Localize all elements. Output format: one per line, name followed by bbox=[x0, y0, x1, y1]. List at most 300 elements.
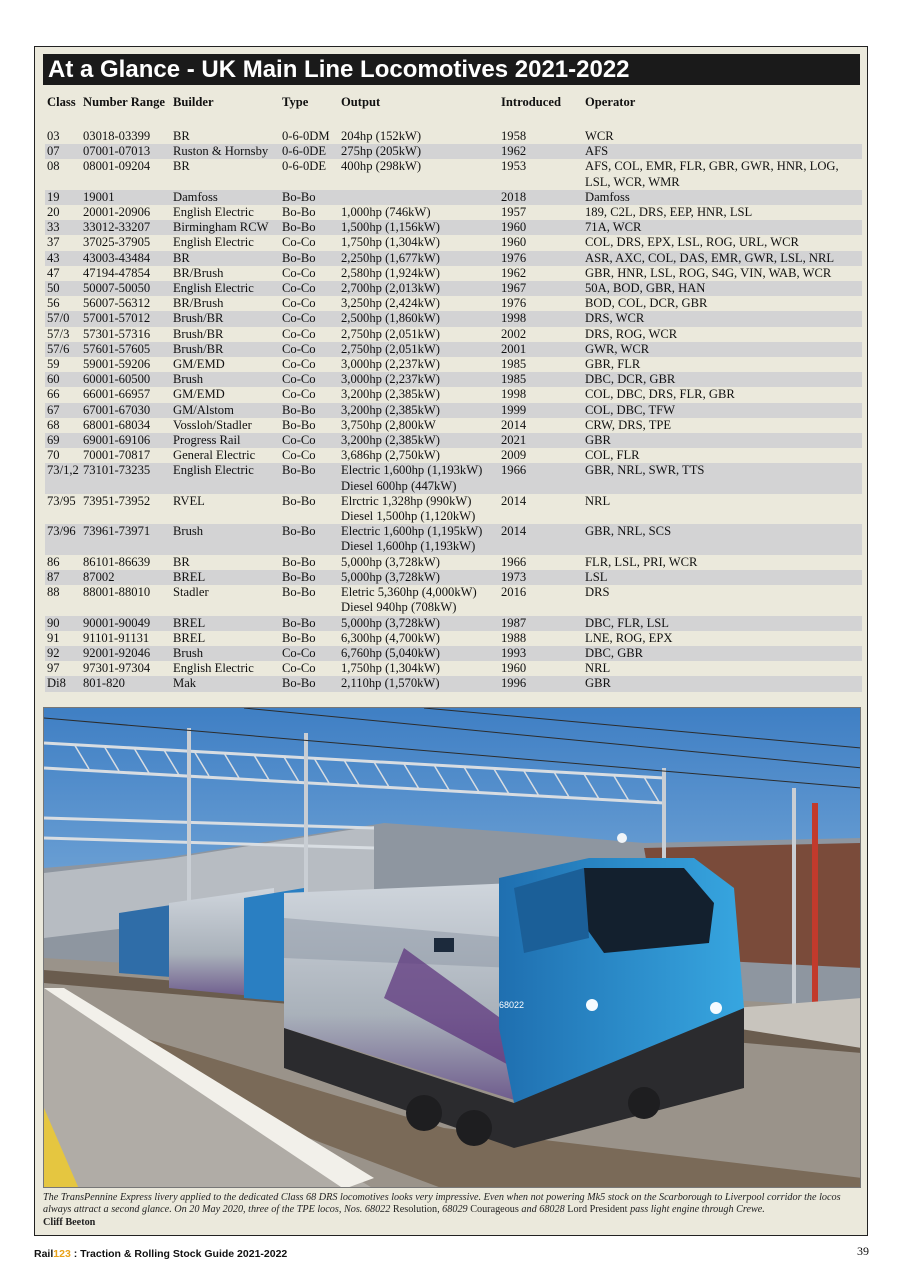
cell-class: 57/6 bbox=[45, 342, 81, 357]
cell-builder: Brush bbox=[171, 372, 280, 387]
output-primary: 3,200hp (2,385kW) bbox=[341, 433, 440, 448]
cell-builder: GM/EMD bbox=[173, 357, 225, 372]
cell-number-range: 87002 bbox=[81, 570, 171, 585]
cell-type: Co-Co bbox=[280, 646, 339, 661]
cell-class: 33 bbox=[45, 220, 81, 235]
cell-builder: Mak bbox=[171, 676, 280, 691]
cell-number-range: 70001-70817 bbox=[83, 448, 151, 463]
cell-output bbox=[339, 129, 499, 144]
cell-introduced: 2009 bbox=[501, 448, 527, 463]
cell-output bbox=[339, 311, 499, 326]
output-primary: 275hp (205kW) bbox=[341, 144, 422, 159]
table-row bbox=[45, 296, 862, 311]
cell-introduced: 1966 bbox=[501, 554, 527, 569]
cell-type: Co-Co bbox=[282, 357, 316, 372]
cell-number-range: 91101-91131 bbox=[83, 630, 150, 645]
cell-number-range: 801-820 bbox=[81, 676, 171, 691]
cell-operator: GBR, NRL, SWR, TTS bbox=[583, 463, 862, 493]
cell-class: 08 bbox=[47, 159, 60, 174]
loco-number: 68022 bbox=[499, 1000, 525, 1010]
cell-operator: NRL bbox=[585, 661, 611, 676]
cell-operator: 50A, BOD, GBR, HAN bbox=[583, 281, 862, 296]
table-row bbox=[45, 631, 862, 646]
cell-operator: DRS bbox=[585, 585, 610, 600]
cell-class: 67 bbox=[45, 403, 81, 418]
cell-number-range: 47194-47854 bbox=[83, 265, 151, 280]
cell-type: 0-6-0DE bbox=[280, 144, 339, 159]
caption-loco-name-1: Resolution bbox=[392, 1204, 438, 1216]
cell-introduced: 1957 bbox=[501, 205, 527, 220]
cell-operator: DBC, GBR bbox=[583, 646, 862, 661]
output-primary: 400hp (298kW) bbox=[341, 159, 422, 174]
cell-output bbox=[339, 555, 499, 570]
cell-output bbox=[339, 159, 499, 189]
cell-output bbox=[339, 342, 499, 357]
table-row bbox=[45, 129, 862, 144]
table-row bbox=[45, 646, 862, 661]
cell-operator: COL, DBC, DRS, FLR, GBR bbox=[585, 387, 735, 402]
cell-number-range: 90001-90049 bbox=[81, 616, 171, 631]
cell-number-range: 69001-69106 bbox=[81, 433, 171, 448]
cell-type: Co-Co bbox=[280, 433, 339, 448]
cell-class: 43 bbox=[45, 251, 81, 266]
cell-introduced: 1985 bbox=[499, 372, 583, 387]
table-row bbox=[45, 251, 862, 266]
cell-introduced: 1960 bbox=[499, 220, 583, 235]
photo-illustration bbox=[44, 708, 861, 1188]
cell-type: Bo-Bo bbox=[282, 585, 316, 600]
cell-builder: Brush/BR bbox=[171, 311, 280, 326]
cell-number-range: 88001-88010 bbox=[83, 585, 151, 600]
table-row bbox=[45, 372, 862, 387]
cell-introduced: 2014 bbox=[501, 493, 527, 508]
cell-class: 37 bbox=[47, 235, 60, 250]
cell-introduced: 1998 bbox=[501, 387, 527, 402]
cell-type: Co-Co bbox=[280, 372, 339, 387]
cell-builder: Brush bbox=[171, 524, 280, 554]
photo-caption bbox=[43, 1192, 861, 1229]
cell-type: Bo-Bo bbox=[280, 190, 339, 205]
output-primary: Elrctric 1,328hp (990kW) bbox=[341, 493, 472, 508]
cell-number-range: 20001-20906 bbox=[83, 205, 151, 220]
cell-class: 47 bbox=[47, 265, 60, 280]
cell-introduced: 1962 bbox=[501, 265, 527, 280]
cell-introduced: 1966 bbox=[499, 463, 583, 493]
header-number-range: Number Range bbox=[83, 95, 165, 109]
cell-operator: GBR bbox=[583, 433, 862, 448]
caption-loco-name-3: Lord President bbox=[567, 1204, 628, 1216]
table-row bbox=[45, 403, 862, 418]
output-primary: 3,750hp (2,800kW bbox=[341, 417, 436, 432]
output-primary: 1,750hp (1,304kW) bbox=[341, 661, 440, 676]
cell-introduced: 1967 bbox=[499, 281, 583, 296]
cell-class: 70 bbox=[47, 448, 60, 463]
output-primary: 2,110hp (1,570kW) bbox=[341, 676, 440, 691]
table-row bbox=[45, 463, 862, 493]
cell-builder: RVEL bbox=[173, 493, 205, 508]
table-row bbox=[45, 524, 862, 554]
cell-introduced: 1973 bbox=[499, 570, 583, 585]
cell-operator: AFS, COL, EMR, FLR, GBR, GWR, HNR, LOG, LSL, WCR, WMR bbox=[585, 159, 839, 189]
cell-type: Bo-Bo bbox=[280, 524, 339, 554]
cell-builder: BR bbox=[173, 159, 190, 174]
cell-output bbox=[339, 433, 499, 448]
cell-number-range: 57001-57012 bbox=[81, 311, 171, 326]
cell-number-range: 67001-67030 bbox=[81, 403, 171, 418]
cell-operator: COL, DBC, TFW bbox=[583, 403, 862, 418]
cell-builder: BR/Brush bbox=[173, 296, 224, 311]
cell-number-range: 73101-73235 bbox=[81, 463, 171, 493]
table-row bbox=[45, 387, 862, 402]
table-row bbox=[45, 311, 862, 326]
cell-builder: English Electric bbox=[173, 235, 254, 250]
cell-type: Bo-Bo bbox=[280, 676, 339, 691]
cell-operator: FLR, LSL, PRI, WCR bbox=[585, 554, 698, 569]
cell-output bbox=[339, 676, 499, 691]
cell-output bbox=[339, 387, 499, 402]
cell-class: 19 bbox=[45, 190, 81, 205]
cell-introduced: 1962 bbox=[499, 144, 583, 159]
table-row bbox=[45, 327, 862, 342]
cell-type: Bo-Bo bbox=[280, 463, 339, 493]
table-row bbox=[45, 205, 862, 220]
cell-output bbox=[339, 448, 499, 463]
cell-class: 59 bbox=[47, 357, 60, 372]
cell-output bbox=[339, 403, 499, 418]
cell-output bbox=[339, 646, 499, 661]
table-row bbox=[45, 661, 862, 676]
table-row bbox=[45, 235, 862, 250]
cell-introduced: 2021 bbox=[499, 433, 583, 448]
cell-operator: DBC, FLR, LSL bbox=[583, 616, 862, 631]
cell-number-range: 07001-07013 bbox=[81, 144, 171, 159]
cell-introduced: 2018 bbox=[499, 190, 583, 205]
cell-type: Bo-Bo bbox=[280, 403, 339, 418]
header-builder: Builder bbox=[173, 95, 214, 109]
cell-operator: GBR, NRL, SCS bbox=[583, 524, 862, 554]
cell-operator: LSL bbox=[583, 570, 862, 585]
cell-operator: GBR, HNR, LSL, ROG, S4G, VIN, WAB, WCR bbox=[585, 265, 832, 280]
cell-introduced: 1996 bbox=[499, 676, 583, 691]
caption-text-3: and 68028 bbox=[518, 1204, 568, 1216]
caption-text-1: The TransPennine Express livery applied to the dedicated Class 68 DRS locomotives looks very impressive. Even when not powering Mk5 stock on the Scarborough to Liverpool corridor the locos always attract a second glance. On 20 May 2020, three of the TPE locos, Nos. 68022 bbox=[43, 1192, 841, 1216]
output-secondary: Diesel 940hp (708kW) bbox=[341, 600, 457, 615]
cell-builder: BREL bbox=[171, 570, 280, 585]
cell-class: Di8 bbox=[45, 676, 81, 691]
output-primary: Electric 1,600hp (1,195kW) bbox=[341, 524, 483, 539]
content-frame bbox=[34, 46, 868, 1236]
locomotive-photo bbox=[43, 707, 861, 1188]
cell-builder: Ruston & Hornsby bbox=[171, 144, 280, 159]
cell-type: Co-Co bbox=[280, 281, 339, 296]
cell-output bbox=[339, 144, 499, 159]
cell-operator: LNE, ROG, EPX bbox=[585, 630, 673, 645]
cell-class: 73/95 bbox=[47, 493, 76, 508]
cell-builder: BR bbox=[173, 554, 190, 569]
header-output: Output bbox=[341, 95, 381, 109]
output-primary: 2,580hp (1,924kW) bbox=[341, 265, 440, 280]
cell-operator: COL, DRS, EPX, LSL, ROG, URL, WCR bbox=[585, 235, 799, 250]
cell-type: Bo-Bo bbox=[280, 220, 339, 235]
cell-type: Co-Co bbox=[280, 342, 339, 357]
cell-operator: COL, FLR bbox=[585, 448, 640, 463]
cell-output bbox=[339, 235, 499, 250]
locomotive-table bbox=[45, 95, 862, 692]
cell-output bbox=[339, 190, 499, 205]
cell-builder: Brush/BR bbox=[173, 326, 224, 341]
output-primary: 3,686hp (2,750kW) bbox=[341, 448, 440, 463]
cell-class: 69 bbox=[45, 433, 81, 448]
cell-builder: Vossloh/Stadler bbox=[173, 417, 252, 432]
table-row bbox=[45, 616, 862, 631]
table-row bbox=[45, 220, 862, 235]
cell-introduced: 1960 bbox=[501, 235, 527, 250]
cell-number-range: 92001-92046 bbox=[81, 646, 171, 661]
cell-class: 60 bbox=[45, 372, 81, 387]
cell-builder: English Electric bbox=[173, 661, 254, 676]
table-row bbox=[45, 494, 862, 524]
output-primary: 204hp (152kW) bbox=[341, 129, 422, 143]
output-primary: 5,000hp (3,728kW) bbox=[341, 554, 440, 569]
output-primary: 3,200hp (2,385kW) bbox=[341, 387, 440, 402]
output-secondary: Diesel 1,600hp (1,193kW) bbox=[341, 539, 476, 554]
output-primary: 2,700hp (2,013kW) bbox=[341, 281, 440, 296]
output-primary: 3,000hp (2,237kW) bbox=[341, 357, 440, 372]
output-primary: 6,760hp (5,040kW) bbox=[341, 645, 440, 660]
header-class: Class bbox=[47, 95, 76, 109]
cell-type: Co-Co bbox=[282, 387, 316, 402]
cell-type: Co-Co bbox=[282, 448, 316, 463]
cell-introduced: 2002 bbox=[501, 326, 527, 341]
cell-type: Bo-Bo bbox=[280, 616, 339, 631]
cell-builder: Brush bbox=[171, 646, 280, 661]
caption-text-4: pass light engine through Crewe. bbox=[627, 1204, 765, 1216]
cell-class: 90 bbox=[45, 616, 81, 631]
cell-introduced: 1953 bbox=[501, 159, 527, 174]
cell-number-range: 57601-57605 bbox=[81, 342, 171, 357]
table-row bbox=[45, 266, 862, 281]
header-type: Type bbox=[282, 95, 309, 109]
cell-class: 97 bbox=[47, 661, 60, 676]
cell-class: 91 bbox=[47, 630, 60, 645]
cell-output bbox=[339, 357, 499, 372]
cell-operator: DRS, WCR bbox=[583, 311, 862, 326]
output-secondary: Diesel 1,500hp (1,120kW) bbox=[341, 509, 476, 524]
cell-output bbox=[339, 327, 499, 342]
cell-operator: 71A, WCR bbox=[583, 220, 862, 235]
output-primary: 5,000hp (3,728kW) bbox=[341, 569, 440, 584]
cell-class: 66 bbox=[47, 387, 60, 402]
caption-loco-name-2: Courageous bbox=[470, 1204, 519, 1216]
cell-number-range: 60001-60500 bbox=[81, 372, 171, 387]
cell-output bbox=[339, 418, 499, 433]
cell-operator: DRS, ROG, WCR bbox=[585, 326, 678, 341]
cell-number-range: 73961-73971 bbox=[81, 524, 171, 554]
cell-type: Co-Co bbox=[282, 296, 316, 311]
cell-introduced: 1987 bbox=[499, 616, 583, 631]
cell-type: Co-Co bbox=[282, 235, 316, 250]
cell-introduced: 1999 bbox=[499, 403, 583, 418]
cell-class: 73/96 bbox=[45, 524, 81, 554]
cell-introduced: 1998 bbox=[499, 311, 583, 326]
cell-class: 86 bbox=[47, 554, 60, 569]
cell-type: Bo-Bo bbox=[282, 554, 316, 569]
cell-builder: Damfoss bbox=[171, 190, 280, 205]
table-row bbox=[45, 433, 862, 448]
table-row bbox=[45, 570, 862, 585]
header-operator: Operator bbox=[585, 95, 636, 109]
cell-number-range: 56007-56312 bbox=[83, 296, 151, 311]
output-primary: 3,000hp (2,237kW) bbox=[341, 372, 440, 387]
table-row bbox=[45, 144, 862, 159]
table-row bbox=[45, 190, 862, 205]
cell-number-range: 59001-59206 bbox=[83, 357, 151, 372]
cell-introduced: 1960 bbox=[501, 661, 527, 676]
cell-builder: English Electric bbox=[171, 281, 280, 296]
cell-builder: BREL bbox=[171, 616, 280, 631]
cell-class: 57/0 bbox=[45, 311, 81, 326]
table-row bbox=[45, 585, 862, 615]
cell-output bbox=[339, 220, 499, 235]
cell-operator: GWR, WCR bbox=[583, 342, 862, 357]
cell-number-range: 73951-73952 bbox=[83, 493, 151, 508]
cell-type: 0-6-0DM bbox=[282, 129, 330, 143]
table-row bbox=[45, 281, 862, 296]
cell-class: 92 bbox=[45, 646, 81, 661]
cell-output bbox=[339, 494, 499, 524]
cell-class: 88 bbox=[47, 585, 60, 600]
cell-builder: BR bbox=[173, 129, 190, 143]
cell-number-range: 03018-03399 bbox=[83, 129, 151, 143]
cell-class: 03 bbox=[47, 129, 60, 143]
cell-number-range: 97301-97304 bbox=[83, 661, 151, 676]
cell-operator: WCR bbox=[585, 129, 614, 143]
cell-builder: Progress Rail bbox=[171, 433, 280, 448]
cell-number-range: 86101-86639 bbox=[83, 554, 151, 569]
output-primary: 3,250hp (2,424kW) bbox=[341, 296, 440, 311]
publication-footer bbox=[34, 1248, 287, 1260]
cell-output bbox=[339, 463, 499, 493]
page-number: 39 bbox=[857, 1244, 869, 1258]
header-introduced: Introduced bbox=[501, 95, 561, 109]
cell-class: 57/3 bbox=[47, 326, 70, 341]
cell-operator: AFS bbox=[583, 144, 862, 159]
cell-number-range: 37025-37905 bbox=[83, 235, 151, 250]
cell-operator: GBR bbox=[583, 676, 862, 691]
cell-type: Co-Co bbox=[282, 661, 316, 676]
brand-accent: 123 bbox=[53, 1248, 71, 1260]
cell-number-range: 43003-43484 bbox=[81, 251, 171, 266]
table-row bbox=[45, 448, 862, 463]
cell-number-range: 57301-57316 bbox=[83, 326, 151, 341]
cell-operator: CRW, DRS, TPE bbox=[585, 417, 672, 432]
output-primary: 2,250hp (1,677kW) bbox=[341, 250, 440, 265]
table-row bbox=[45, 357, 862, 372]
cell-number-range: 33012-33207 bbox=[81, 220, 171, 235]
cell-introduced: 2016 bbox=[501, 585, 527, 600]
cell-introduced: 2001 bbox=[499, 342, 583, 357]
output-primary: Eletric 5,360hp (4,000kW) bbox=[341, 585, 477, 600]
cell-output bbox=[339, 661, 499, 676]
cell-class: 56 bbox=[47, 296, 60, 311]
table-row bbox=[45, 555, 862, 570]
output-primary: 1,500hp (1,156kW) bbox=[341, 220, 440, 235]
table-row bbox=[45, 418, 862, 433]
cell-operator: BOD, COL, DCR, GBR bbox=[585, 296, 708, 311]
cell-output bbox=[339, 296, 499, 311]
cell-builder: BR bbox=[171, 251, 280, 266]
cell-type: Bo-Bo bbox=[282, 630, 316, 645]
cell-introduced: 2014 bbox=[501, 417, 527, 432]
cell-output bbox=[339, 570, 499, 585]
cell-introduced: 1958 bbox=[501, 129, 527, 143]
cell-type: Co-Co bbox=[280, 311, 339, 326]
cell-type: Bo-Bo bbox=[282, 205, 316, 220]
cell-operator: Damfoss bbox=[583, 190, 862, 205]
cell-class: 68 bbox=[47, 417, 60, 432]
output-primary: 6,300hp (4,700kW) bbox=[341, 630, 440, 645]
cell-builder: English Electric bbox=[171, 463, 280, 493]
cell-number-range: 19001 bbox=[81, 190, 171, 205]
guide-title: : Traction & Rolling Stock Guide 2021-2022 bbox=[70, 1248, 288, 1260]
cell-builder: BR/Brush bbox=[173, 265, 224, 280]
cell-output bbox=[339, 251, 499, 266]
output-primary: 3,200hp (2,385kW) bbox=[341, 402, 440, 417]
output-primary: Electric 1,600hp (1,193kW) bbox=[341, 463, 483, 478]
cell-introduced: 1976 bbox=[499, 251, 583, 266]
table-row bbox=[45, 676, 862, 691]
cell-type: Co-Co bbox=[282, 326, 316, 341]
cell-type: 0-6-0DE bbox=[282, 159, 327, 174]
cell-number-range: 08001-09204 bbox=[83, 159, 151, 174]
output-secondary: Diesel 600hp (447kW) bbox=[341, 478, 457, 493]
output-primary: 2,500hp (1,860kW) bbox=[341, 311, 440, 326]
cell-builder: GM/EMD bbox=[173, 387, 225, 402]
cell-class: 73/1,2 bbox=[45, 463, 81, 493]
cell-type: Bo-Bo bbox=[280, 251, 339, 266]
cell-builder: GM/Alstom bbox=[171, 403, 280, 418]
cell-output bbox=[339, 631, 499, 646]
table-header-row bbox=[45, 95, 862, 117]
output-primary: 1,000hp (746kW) bbox=[341, 205, 431, 220]
cell-output bbox=[339, 372, 499, 387]
cell-output bbox=[339, 266, 499, 281]
output-primary: 5,000hp (3,728kW) bbox=[341, 615, 440, 630]
cell-type: Bo-Bo bbox=[282, 493, 316, 508]
output-primary: 1,750hp (1,304kW) bbox=[341, 235, 440, 250]
cell-builder: Brush/BR bbox=[171, 342, 280, 357]
caption-text-2: , 68029 bbox=[437, 1204, 471, 1216]
cell-builder: BREL bbox=[173, 630, 206, 645]
output-primary: 2,750hp (2,051kW) bbox=[341, 326, 440, 341]
table-row bbox=[45, 159, 862, 189]
cell-class: 87 bbox=[45, 570, 81, 585]
cell-operator: ASR, AXC, COL, DAS, EMR, GWR, LSL, NRL bbox=[583, 251, 862, 266]
cell-number-range: 66001-66957 bbox=[83, 387, 151, 402]
cell-number-range: 68001-68034 bbox=[83, 417, 151, 432]
cell-builder: General Electric bbox=[173, 448, 256, 463]
cell-operator: GBR, FLR bbox=[585, 357, 641, 372]
cell-builder: Birmingham RCW bbox=[171, 220, 280, 235]
table-row bbox=[45, 342, 862, 357]
cell-type: Bo-Bo bbox=[282, 417, 316, 432]
output-primary: 2,750hp (2,051kW) bbox=[341, 341, 440, 356]
cell-output bbox=[339, 205, 499, 220]
cell-class: 20 bbox=[47, 205, 60, 220]
cell-number-range: 50007-50050 bbox=[81, 281, 171, 296]
cell-class: 50 bbox=[45, 281, 81, 296]
cell-output bbox=[339, 281, 499, 296]
